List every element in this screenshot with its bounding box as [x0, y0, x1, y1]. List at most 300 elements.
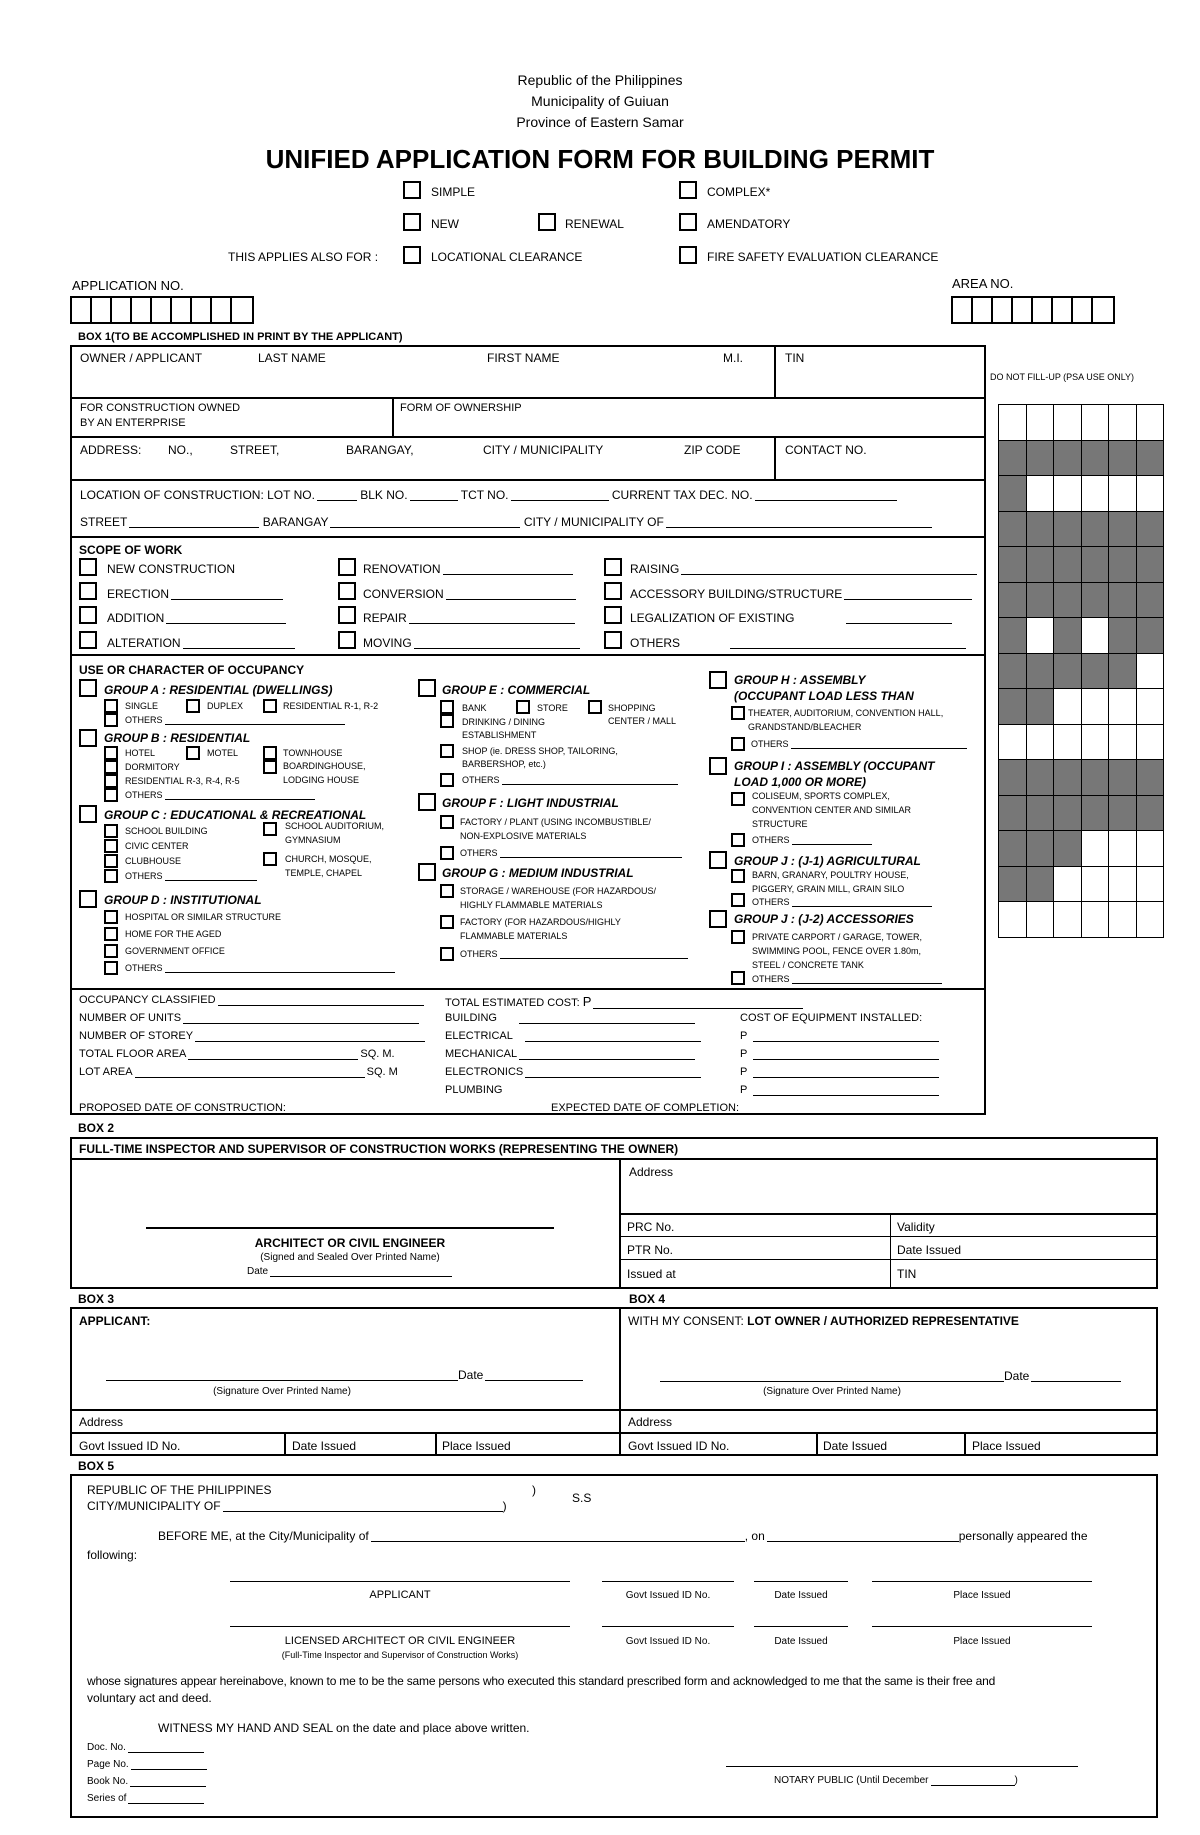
gc-auditorium-checkbox[interactable] [263, 822, 277, 836]
gc-clubhouse-checkbox[interactable] [104, 854, 118, 868]
psa-grid-cell [1108, 475, 1137, 512]
gd-hospital-label: HOSPITAL OR SIMILAR STRUCTURE [125, 912, 282, 922]
gb-dormitory-label: DORMITORY [125, 762, 180, 772]
psa-grid-cell [998, 546, 1027, 583]
scope-erection-checkbox[interactable] [79, 582, 97, 600]
fire-safety-label: FIRE SAFETY EVALUATION CLEARANCE [707, 250, 939, 264]
box5-paren-1: ) [532, 1483, 536, 1497]
psa-grid-cell [1108, 866, 1137, 903]
gj1-others-label: OTHERS [752, 898, 932, 907]
gg-others-label: OTHERS [460, 950, 688, 959]
gj2-others-checkbox[interactable] [731, 971, 745, 985]
locational-checkbox[interactable] [403, 246, 421, 264]
province-text: Province of Eastern Samar [516, 114, 684, 130]
psa-grid-cell [1026, 795, 1055, 832]
gb-dormitory-checkbox[interactable] [104, 760, 118, 774]
psa-grid-cell [998, 901, 1027, 938]
equipment-label: COST OF EQUIPMENT INSTALLED: [740, 1012, 923, 1024]
gf-nonexplosive-label: NON-EXPLOSIVE MATERIALS [460, 831, 587, 841]
ge-drinking-label: DRINKING / DINING [462, 717, 546, 727]
address-street-label: STREET, [230, 443, 280, 457]
psa-grid-cell [998, 653, 1027, 690]
ptr-no-label: PTR No. [627, 1243, 674, 1257]
scope-conversion-label: CONVERSION [363, 588, 576, 600]
ge-shop-checkbox[interactable] [440, 744, 454, 758]
psa-grid-cell [1053, 582, 1082, 619]
gj1-others-checkbox[interactable] [731, 893, 745, 907]
psa-grid-cell [1108, 795, 1137, 832]
psa-grid-cell [1108, 830, 1137, 867]
psa-grid-cell [1026, 901, 1055, 938]
psa-grid-cell [998, 866, 1027, 903]
contact-no-label: CONTACT NO. [785, 443, 867, 457]
box5-licensed-label: LICENSED ARCHITECT OR CIVIL ENGINEER [284, 1635, 516, 1647]
gb-boarding-checkbox[interactable] [263, 760, 277, 774]
psa-grid-cell [1136, 617, 1165, 654]
psa-grid-cell [1081, 866, 1110, 903]
last-name-label: LAST NAME [258, 351, 326, 365]
issued-at-label: Issued at [627, 1267, 676, 1281]
owner-signature-line[interactable]: Date [660, 1370, 1121, 1382]
group-j2-label: GROUP J : (J-2) ACCESSORIES [734, 912, 914, 926]
psa-grid-cell [998, 617, 1027, 654]
scope-title: SCOPE OF WORK [79, 543, 183, 557]
equip-p3: P [740, 1067, 939, 1078]
psa-grid-cell [1136, 724, 1165, 761]
ge-drinking-checkbox[interactable] [440, 714, 454, 728]
equip-p4: P [740, 1085, 939, 1096]
box2-address-label: Address [629, 1165, 674, 1179]
box4-govt-id-label: Govt Issued ID No. [628, 1439, 730, 1453]
new-checkbox[interactable] [403, 213, 421, 231]
gb-others-label: OTHERS [125, 791, 315, 800]
gb-hotel-label: HOTEL [125, 748, 156, 758]
psa-grid-cell [998, 440, 1027, 477]
psa-grid-cell [1053, 404, 1082, 441]
psa-grid-cell [1081, 795, 1110, 832]
psa-grid-cell [1053, 795, 1082, 832]
psa-grid-cell [998, 830, 1027, 867]
psa-grid-cell [998, 724, 1027, 761]
gb-motel-checkbox[interactable] [186, 746, 200, 760]
psa-grid-cell [1026, 511, 1055, 548]
psa-grid-cell [1053, 759, 1082, 796]
scope-others-checkbox[interactable] [604, 631, 622, 649]
number-of-storey: NUMBER OF STOREY [79, 1031, 425, 1042]
owner-sig-caption: (Signature Over Printed Name) [763, 1386, 901, 1397]
psa-grid-cell [1081, 688, 1110, 725]
psa-grid-cell [1026, 546, 1055, 583]
ga-single-label: SINGLE [125, 701, 159, 711]
expected-date: EXPECTED DATE OF COMPLETION: [551, 1103, 933, 1114]
gc-others-label: OTHERS [125, 872, 257, 881]
gi-others-checkbox[interactable] [731, 833, 745, 847]
gc-school-checkbox[interactable] [104, 824, 118, 838]
psa-grid-cell [1026, 582, 1055, 619]
equip-p2: P [740, 1049, 939, 1060]
psa-grid-cell [1026, 475, 1055, 512]
group-i-checkbox[interactable] [709, 757, 727, 775]
gb-townhouse-label: TOWNHOUSE [283, 748, 343, 758]
box4-address-label: Address [628, 1415, 673, 1429]
gh-grandstand-label: GRANDSTAND/BLEACHER [748, 722, 862, 732]
gi-coliseum-label: COLISEUM, SPORTS COMPLEX, [752, 791, 890, 801]
simple-label: SIMPLE [431, 185, 476, 199]
scope-moving-label: MOVING [363, 637, 580, 649]
gc-school-label: SCHOOL BUILDING [125, 826, 208, 836]
amendatory-label: AMENDATORY [707, 217, 791, 231]
box5-date-issued-2: Date Issued [774, 1636, 828, 1647]
psa-grid-cell [1053, 440, 1082, 477]
gi-structure-label: STRUCTURE [752, 819, 808, 829]
address-no-label: NO., [168, 443, 193, 457]
psa-grid-cell [1136, 830, 1165, 867]
psa-grid-cell [1108, 653, 1137, 690]
box5-republic: REPUBLIC OF THE PHILIPPINES [87, 1483, 272, 1497]
gf-factory-checkbox[interactable] [440, 815, 454, 829]
scope-moving-checkbox[interactable] [338, 631, 356, 649]
box5-fulltime-label: (Full-Time Inspector and Supervisor of Construction Works) [281, 1650, 519, 1660]
psa-grid-cell [1081, 404, 1110, 441]
renewal-label: RENEWAL [565, 217, 624, 231]
group-c-checkbox[interactable] [79, 805, 97, 823]
gg-factory-checkbox[interactable] [440, 915, 454, 929]
box5-ss: S.S [572, 1491, 592, 1505]
psa-grid-cell [1108, 546, 1137, 583]
psa-grid-cell [1081, 546, 1110, 583]
page-no: Page No. [87, 1760, 207, 1770]
psa-grid-cell [1136, 511, 1165, 548]
ge-store-checkbox[interactable] [516, 700, 530, 714]
applicant-signature-line[interactable]: Date [106, 1369, 583, 1381]
box2-title: FULL-TIME INSPECTOR AND SUPERVISOR OF CONSTRUCTION WORKS (REPRESENTING THE OWNER) [79, 1142, 679, 1156]
gb-residential-label: RESIDENTIAL R-3, R-4, R-5 [125, 776, 240, 786]
scope-repair-label: REPAIR [363, 612, 575, 624]
gb-residential-checkbox[interactable] [104, 774, 118, 788]
gj2-carport-label: PRIVATE CARPORT / GARAGE, TOWER, [752, 932, 923, 942]
consent-label: WITH MY CONSENT: LOT OWNER / AUTHORIZED REPRESENTATIVE [628, 1314, 1019, 1328]
scope-legalization-label: LEGALIZATION OF EXISTING [630, 612, 952, 624]
gj2-pool-label: SWIMMING POOL, FENCE OVER 1.80m, [752, 946, 922, 956]
applies-also-label: THIS APPLIES ALSO FOR : [228, 250, 379, 264]
group-h-label-1: GROUP H : ASSEMBLY [734, 673, 866, 687]
box5-date-issued-1: Date Issued [774, 1590, 828, 1601]
gj1-barn-checkbox[interactable] [731, 869, 745, 883]
location-line-2: STREET BARANGAY CITY / MUNICIPALITY OF [80, 516, 932, 528]
gb-boarding-label: BOARDINGHOUSE, [283, 761, 366, 771]
psa-grid-cell [1136, 546, 1165, 583]
architect-signature-line[interactable] [146, 1227, 554, 1229]
ge-bank-checkbox[interactable] [440, 700, 454, 714]
ge-barbershop-label: BARBERSHOP, etc.) [462, 759, 546, 769]
gb-others-checkbox[interactable] [104, 788, 118, 802]
scope-new-checkbox[interactable] [79, 558, 97, 576]
psa-grid-cell [1136, 901, 1165, 938]
scope-erection-label: ERECTION [107, 588, 283, 600]
gj2-others-label: OTHERS [752, 975, 942, 984]
psa-grid-cell [1136, 866, 1165, 903]
scope-alteration-checkbox[interactable] [79, 631, 97, 649]
psa-grid-cell [1108, 404, 1137, 441]
gf-factory-label: FACTORY / PLANT (USING INCOMBUSTIBLE/ [460, 817, 651, 827]
group-g-checkbox[interactable] [418, 863, 436, 881]
gd-government-checkbox[interactable] [104, 944, 118, 958]
gc-gymnasium-label: GYMNASIUM [285, 835, 341, 845]
occupancy-classified: OCCUPANCY CLASSIFIED [79, 995, 424, 1006]
whose-text-1: whose signatures appear hereinabove, known to me to be the same persons who executed this standard prescribed form and acknowledged to me that the same is their free and [87, 1674, 996, 1688]
psa-grid-cell [1081, 759, 1110, 796]
psa-grid-cell [1053, 546, 1082, 583]
cost-mechanical: MECHANICAL [445, 1049, 695, 1060]
gd-aged-label: HOME FOR THE AGED [125, 929, 222, 939]
architect-label: ARCHITECT OR CIVIL ENGINEER [254, 1236, 446, 1250]
ga-residential-checkbox[interactable] [263, 699, 277, 713]
for-construction-label-2: BY AN ENTERPRISE [80, 417, 186, 429]
ga-single-checkbox[interactable] [104, 699, 118, 713]
scope-alteration-label: ALTERATION [107, 637, 295, 649]
box3-place-issued-label: Place Issued [442, 1439, 511, 1453]
group-i-label-1: GROUP I : ASSEMBLY (OCCUPANT [734, 759, 935, 773]
locational-label: LOCATIONAL CLEARANCE [431, 250, 583, 264]
psa-grid-cell [1081, 653, 1110, 690]
complex-checkbox[interactable] [679, 181, 697, 199]
scope-conversion-checkbox[interactable] [338, 582, 356, 600]
ga-others-checkbox[interactable] [104, 713, 118, 727]
psa-grid-cell [1026, 866, 1055, 903]
gj2-carport-checkbox[interactable] [731, 930, 745, 944]
ge-mall-label: CENTER / MALL [608, 716, 677, 726]
psa-grid-cell [1136, 795, 1165, 832]
group-a-label: GROUP A : RESIDENTIAL (DWELLINGS) [104, 683, 333, 697]
psa-grid-cell [1136, 688, 1165, 725]
group-d-checkbox[interactable] [79, 890, 97, 908]
zip-code-label: ZIP CODE [684, 443, 741, 457]
psa-grid-cell [1053, 511, 1082, 548]
cost-plumbing: PLUMBING [445, 1084, 503, 1096]
box5-place-issued-1: Place Issued [953, 1590, 1011, 1601]
scope-raising-label: RAISING [630, 563, 977, 575]
applicant-sig-caption: (Signature Over Printed Name) [213, 1386, 351, 1397]
ga-duplex-label: DUPLEX [207, 701, 244, 711]
gj2-tank-label: STEEL / CONCRETE TANK [752, 960, 864, 970]
ge-shop-label: SHOP (ie. DRESS SHOP, TAILORING, [462, 746, 618, 756]
gc-temple-label: TEMPLE, CHAPEL [285, 868, 363, 878]
gb-townhouse-checkbox[interactable] [263, 746, 277, 760]
gg-flammable2-label: FLAMMABLE MATERIALS [460, 931, 568, 941]
psa-grid-cell [1026, 724, 1055, 761]
gb-lodging-label: LODGING HOUSE [283, 775, 360, 785]
before-me-line: BEFORE ME, at the City/Municipality of , on personally appeared the [158, 1529, 1088, 1543]
psa-grid-cell [1053, 866, 1082, 903]
gj1-piggery-label: PIGGERY, GRAIN MILL, GRAIN SILO [752, 884, 905, 894]
box3-date-issued-label: Date Issued [292, 1439, 357, 1453]
gd-others-checkbox[interactable] [104, 961, 118, 975]
ga-duplex-checkbox[interactable] [186, 699, 200, 713]
psa-grid-cell [1026, 440, 1055, 477]
scope-renovation-checkbox[interactable] [338, 558, 356, 576]
box4-label: BOX 4 [629, 1292, 666, 1306]
gg-others-checkbox[interactable] [440, 947, 454, 961]
psa-grid-cell [1108, 724, 1137, 761]
box5-label: BOX 5 [78, 1459, 115, 1473]
psa-grid-cell [1053, 475, 1082, 512]
gd-government-label: GOVERNMENT OFFICE [125, 946, 225, 956]
psa-grid-cell [1108, 688, 1137, 725]
address-city-label: CITY / MUNICIPALITY [483, 443, 604, 457]
group-d-label: GROUP D : INSTITUTIONAL [104, 893, 262, 907]
witness-text: WITNESS MY HAND AND SEAL on the date and place above written. [158, 1721, 530, 1735]
psa-grid-cell [1053, 617, 1082, 654]
group-f-label: GROUP F : LIGHT INDUSTRIAL [442, 796, 619, 810]
prc-no-label: PRC No. [627, 1220, 675, 1234]
municipality-text: Municipality of Guiuan [531, 93, 669, 109]
notary-signature-line[interactable] [726, 1766, 1078, 1767]
group-a-checkbox[interactable] [79, 679, 97, 697]
republic-text: Republic of the Philippines [517, 72, 683, 88]
psa-grid-cell [1108, 582, 1137, 619]
whose-text-2: voluntary act and deed. [87, 1691, 212, 1705]
renewal-checkbox[interactable] [538, 213, 556, 231]
group-f-checkbox[interactable] [418, 793, 436, 811]
location-line-1: LOCATION OF CONSTRUCTION: LOT NO. BLK NO. TCT NO. CURRENT TAX DEC. NO. [80, 489, 897, 501]
gg-storage-checkbox[interactable] [440, 884, 454, 898]
ge-others-label: OTHERS [462, 776, 678, 785]
group-b-label: GROUP B : RESIDENTIAL [104, 731, 251, 745]
group-g-label: GROUP G : MEDIUM INDUSTRIAL [442, 866, 634, 880]
cost-electrical: ELECTRICAL [445, 1031, 701, 1042]
ge-shopping-checkbox[interactable] [588, 700, 602, 714]
complex-label: COMPLEX* [707, 185, 771, 199]
psa-grid-cell [1136, 440, 1165, 477]
psa-grid-cell [1108, 511, 1137, 548]
psa-grid-cell [1108, 759, 1137, 796]
psa-grid-cell [998, 475, 1027, 512]
series-of: Series of [87, 1794, 204, 1804]
following-label: following: [87, 1548, 138, 1562]
ga-others-label: OTHERS [125, 716, 345, 725]
scope-addition-label: ADDITION [107, 612, 286, 624]
mi-label: M.I. [723, 351, 743, 365]
gd-hospital-checkbox[interactable] [104, 910, 118, 924]
ge-shopping-label: SHOPPING [608, 703, 656, 713]
box5-applicant-label: APPLICANT [369, 1589, 431, 1601]
psa-grid-cell [1053, 830, 1082, 867]
box4-place-issued-label: Place Issued [972, 1439, 1041, 1453]
area-no-label: AREA NO. [952, 276, 1014, 291]
address-barangay-label: BARANGAY, [346, 443, 414, 457]
psa-grid-cell [1081, 511, 1110, 548]
application-no-field[interactable] [70, 296, 254, 324]
box3-label: BOX 3 [78, 1292, 115, 1306]
group-e-checkbox[interactable] [418, 679, 436, 697]
cost-building: BUILDING [445, 1013, 695, 1024]
box2-date: Date [247, 1267, 452, 1277]
psa-grid-cell [1026, 759, 1055, 796]
amendatory-checkbox[interactable] [679, 213, 697, 231]
box4-date-issued-label: Date Issued [823, 1439, 888, 1453]
gc-others-checkbox[interactable] [104, 869, 118, 883]
tin-label: TIN [785, 351, 805, 365]
scope-repair-checkbox[interactable] [338, 606, 356, 624]
gh-theater-label: THEATER, AUDITORIUM, CONVENTION HALL, [748, 708, 944, 718]
ge-others-checkbox[interactable] [440, 773, 454, 787]
group-i-label-2: LOAD 1,000 OR MORE) [734, 775, 867, 789]
group-b-checkbox[interactable] [79, 729, 97, 747]
psa-grid-cell [998, 582, 1027, 619]
scope-legalization-checkbox[interactable] [604, 606, 622, 624]
gc-clubhouse-label: CLUBHOUSE [125, 856, 182, 866]
first-name-label: FIRST NAME [487, 351, 560, 365]
fire-safety-checkbox[interactable] [679, 246, 697, 264]
gh-others-checkbox[interactable] [731, 737, 745, 751]
address-label: ADDRESS: [80, 443, 142, 457]
box2-date-issued-label: Date Issued [897, 1243, 962, 1257]
occupancy-title: USE OR CHARACTER OF OCCUPANCY [79, 663, 305, 677]
psa-grid-cell [998, 688, 1027, 725]
psa-grid-cell [1081, 901, 1110, 938]
psa-grid-cell [1108, 440, 1137, 477]
scope-new-label: NEW CONSTRUCTION [107, 562, 235, 576]
group-e-label: GROUP E : COMMERCIAL [442, 683, 591, 697]
psa-use-label: DO NOT FILL-UP (PSA USE ONLY) [990, 372, 1135, 382]
proposed-date: PROPOSED DATE OF CONSTRUCTION: [79, 1103, 434, 1114]
owner-label: OWNER / APPLICANT [80, 351, 203, 365]
number-of-units: NUMBER OF UNITS [79, 1013, 419, 1024]
psa-grid-cell [1081, 475, 1110, 512]
doc-no: Doc. No. [87, 1743, 204, 1753]
gb-hotel-checkbox[interactable] [104, 746, 118, 760]
signed-sealed-label: (Signed and Sealed Over Printed Name) [260, 1252, 440, 1263]
scope-renovation-label: RENOVATION [363, 563, 573, 575]
scope-raising-checkbox[interactable] [604, 558, 622, 576]
scope-addition-checkbox[interactable] [79, 606, 97, 624]
box5-place-issued-2: Place Issued [953, 1636, 1011, 1647]
gc-civic-checkbox[interactable] [104, 839, 118, 853]
simple-checkbox[interactable] [403, 181, 421, 199]
psa-grid-cell [1026, 830, 1055, 867]
gi-coliseum-checkbox[interactable] [731, 792, 745, 806]
gd-others-label: OTHERS [125, 964, 395, 973]
notary-label: NOTARY PUBLIC (Until December ) [774, 1775, 1018, 1786]
gi-others-label: OTHERS [752, 836, 872, 845]
gg-factory-label: FACTORY (FOR HAZARDOUS/HIGHLY [460, 917, 621, 927]
gc-church-checkbox[interactable] [263, 852, 277, 866]
book-no: Book No. [87, 1777, 206, 1787]
gc-church-label: CHURCH, MOSQUE, [285, 854, 372, 864]
ge-store-label: STORE [537, 703, 568, 713]
psa-grid-cell [998, 511, 1027, 548]
box1-title: BOX 1(TO BE ACCOMPLISHED IN PRINT BY THE APPLICANT) [78, 331, 403, 343]
psa-grid-cell [1136, 653, 1165, 690]
ge-establishment-label: ESTABLISHMENT [462, 730, 537, 740]
psa-grid-cell [1081, 617, 1110, 654]
group-j1-checkbox[interactable] [709, 851, 727, 869]
ga-residential-label: RESIDENTIAL R-1, R-2 [283, 701, 379, 711]
gh-theater-checkbox[interactable] [731, 706, 745, 720]
gc-civic-label: CIVIC CENTER [125, 841, 189, 851]
area-no-field[interactable] [951, 296, 1115, 324]
gf-others-checkbox[interactable] [440, 846, 454, 860]
psa-grid-cell [1081, 724, 1110, 761]
psa-grid-cell [1053, 724, 1082, 761]
group-h-checkbox[interactable] [709, 671, 727, 689]
gd-aged-checkbox[interactable] [104, 927, 118, 941]
scope-accessory-checkbox[interactable] [604, 582, 622, 600]
group-j2-checkbox[interactable] [709, 910, 727, 928]
psa-grid-cell [1081, 830, 1110, 867]
psa-grid-cell [1081, 582, 1110, 619]
psa-grid-cell [998, 795, 1027, 832]
